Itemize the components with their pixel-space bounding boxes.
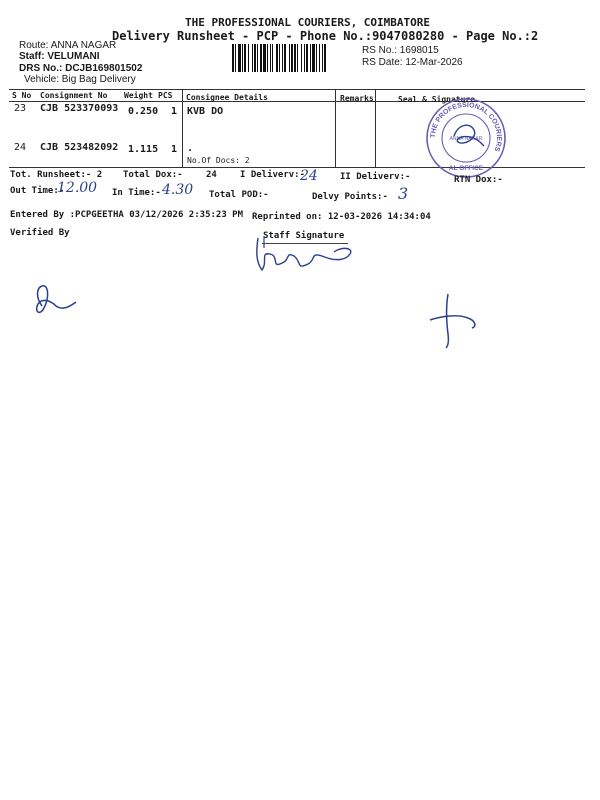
barcode-bar (304, 44, 305, 72)
total-dox-value: 24 (206, 170, 217, 180)
office-seal-stamp (424, 96, 508, 180)
barcode-bar (238, 44, 241, 72)
row1-consignee: KVB DO (187, 106, 224, 117)
barcode-bar (297, 44, 298, 72)
barcode-bar (319, 44, 320, 72)
barcode-bar (310, 44, 311, 72)
barcode-bar (260, 44, 262, 72)
delvy-points-label: Delvy Points:- (312, 192, 388, 202)
svg-text:AL OFFICE: AL OFFICE (448, 165, 484, 172)
barcode-bar (257, 44, 258, 72)
barcode-bar (291, 44, 293, 72)
header-pcs: PCS (158, 91, 173, 100)
barcode-bar (267, 44, 268, 72)
rs-number: RS No.: 1698015 (362, 45, 439, 56)
runsheet-title: Delivery Runsheet - PCP - Phone No.:9047080280 - Page No.:2 (112, 29, 539, 43)
row1-pcs: 1 (171, 106, 178, 117)
barcode-bar (263, 44, 266, 72)
header-consignment: Consignment No (40, 91, 108, 100)
right-signature-scribble (428, 292, 482, 350)
header-seal: Seal & Signature (398, 95, 476, 104)
staff-info: Staff: VELUMANI (19, 51, 100, 62)
total-pod-label: Total POD:- (209, 190, 269, 200)
delvy-points-handwritten: 3 (398, 184, 409, 203)
barcode-bar (244, 44, 246, 72)
total-dox-label: Total Dox:- (123, 170, 183, 180)
out-time-handwritten: 12.00 (57, 180, 98, 196)
row2-weight: 1.115 (128, 144, 159, 155)
i-delivery-handwritten: 24 (300, 168, 318, 184)
header-sno: S No (12, 91, 32, 100)
barcode-bar (289, 44, 290, 72)
barcode-bar (235, 44, 236, 72)
svg-text:THE PROFESSIONAL COURIERS: THE PROFESSIONAL COURIERS (429, 101, 503, 153)
table-top-border (9, 89, 585, 90)
barcode-bar (252, 44, 253, 72)
barcode-bar (276, 44, 278, 72)
staff-signature-label: Staff Signature (263, 231, 345, 241)
barcode-bar (282, 44, 283, 72)
drs-number: DRS No.: DCJB169801502 (19, 63, 143, 74)
barcode-bar (232, 44, 234, 72)
barcode-bar (312, 44, 315, 72)
reprinted-on: Reprinted on: 12-03-2026 14:34:04 (252, 212, 431, 222)
barcode-bar (254, 44, 256, 72)
col-divider-seal (375, 89, 376, 167)
tot-runsheet: Tot. Runsheet:- 2 (10, 170, 103, 180)
row2-docs: No.Of Docs: 2 (187, 156, 250, 165)
barcode-bar (324, 44, 326, 72)
barcode-bar (322, 44, 323, 72)
barcode-bar (284, 44, 286, 72)
row2-consignment: CJB 523482092 (40, 142, 119, 153)
ii-delivery-label: II Deliverv:- (340, 172, 411, 182)
entered-by: Entered By :PCPGEETHA 03/12/2026 2:35:23 PM (10, 210, 243, 220)
vehicle-info: Vehicle: Big Bag Delivery (24, 74, 136, 85)
i-delivery-label: I Deliverv:- (240, 170, 306, 180)
rtn-dox-label: RTN Dox:- (454, 175, 503, 185)
barcode-bar (279, 44, 280, 72)
barcode-bar (270, 44, 271, 72)
in-time-label: In Time:- (112, 188, 161, 198)
row2-consignee: . (187, 143, 194, 154)
barcode-bar (316, 44, 317, 72)
staff-signature-scribble (250, 232, 360, 274)
barcode-bar (242, 44, 243, 72)
rs-date: RS Date: 12-Mar-2026 (362, 57, 463, 68)
col-divider-remarks (335, 89, 336, 167)
row2-sno: 24 (14, 142, 27, 153)
row1-weight: 0.250 (128, 106, 159, 117)
col-divider-consignee (182, 89, 183, 167)
verified-by: Verified By (10, 228, 70, 238)
in-time-handwritten: 4.30 (162, 182, 194, 198)
barcode-bar (306, 44, 308, 72)
header-remarks: Remarks (340, 94, 374, 103)
row1-consignment: CJB 523370093 (40, 103, 119, 114)
out-time-label: Out Time:- (10, 186, 65, 196)
svg-text:ANNA NAGAR: ANNA NAGAR (449, 136, 483, 142)
header-consignee: Consignee Details (186, 93, 268, 102)
header-weight: Weight (124, 91, 153, 100)
route-info: Route: ANNA NAGAR (19, 40, 117, 51)
row2-pcs: 1 (171, 144, 178, 155)
barcode-bar (248, 44, 249, 72)
row1-sno: 23 (14, 103, 27, 114)
barcode-bar (301, 44, 302, 72)
verifier-signature-scribble (28, 280, 80, 320)
barcode-bar (294, 44, 296, 72)
company-name: THE PROFESSIONAL COURIERS, COIMBATORE (185, 16, 431, 29)
barcode (232, 44, 356, 72)
barcode-bar (272, 44, 273, 72)
